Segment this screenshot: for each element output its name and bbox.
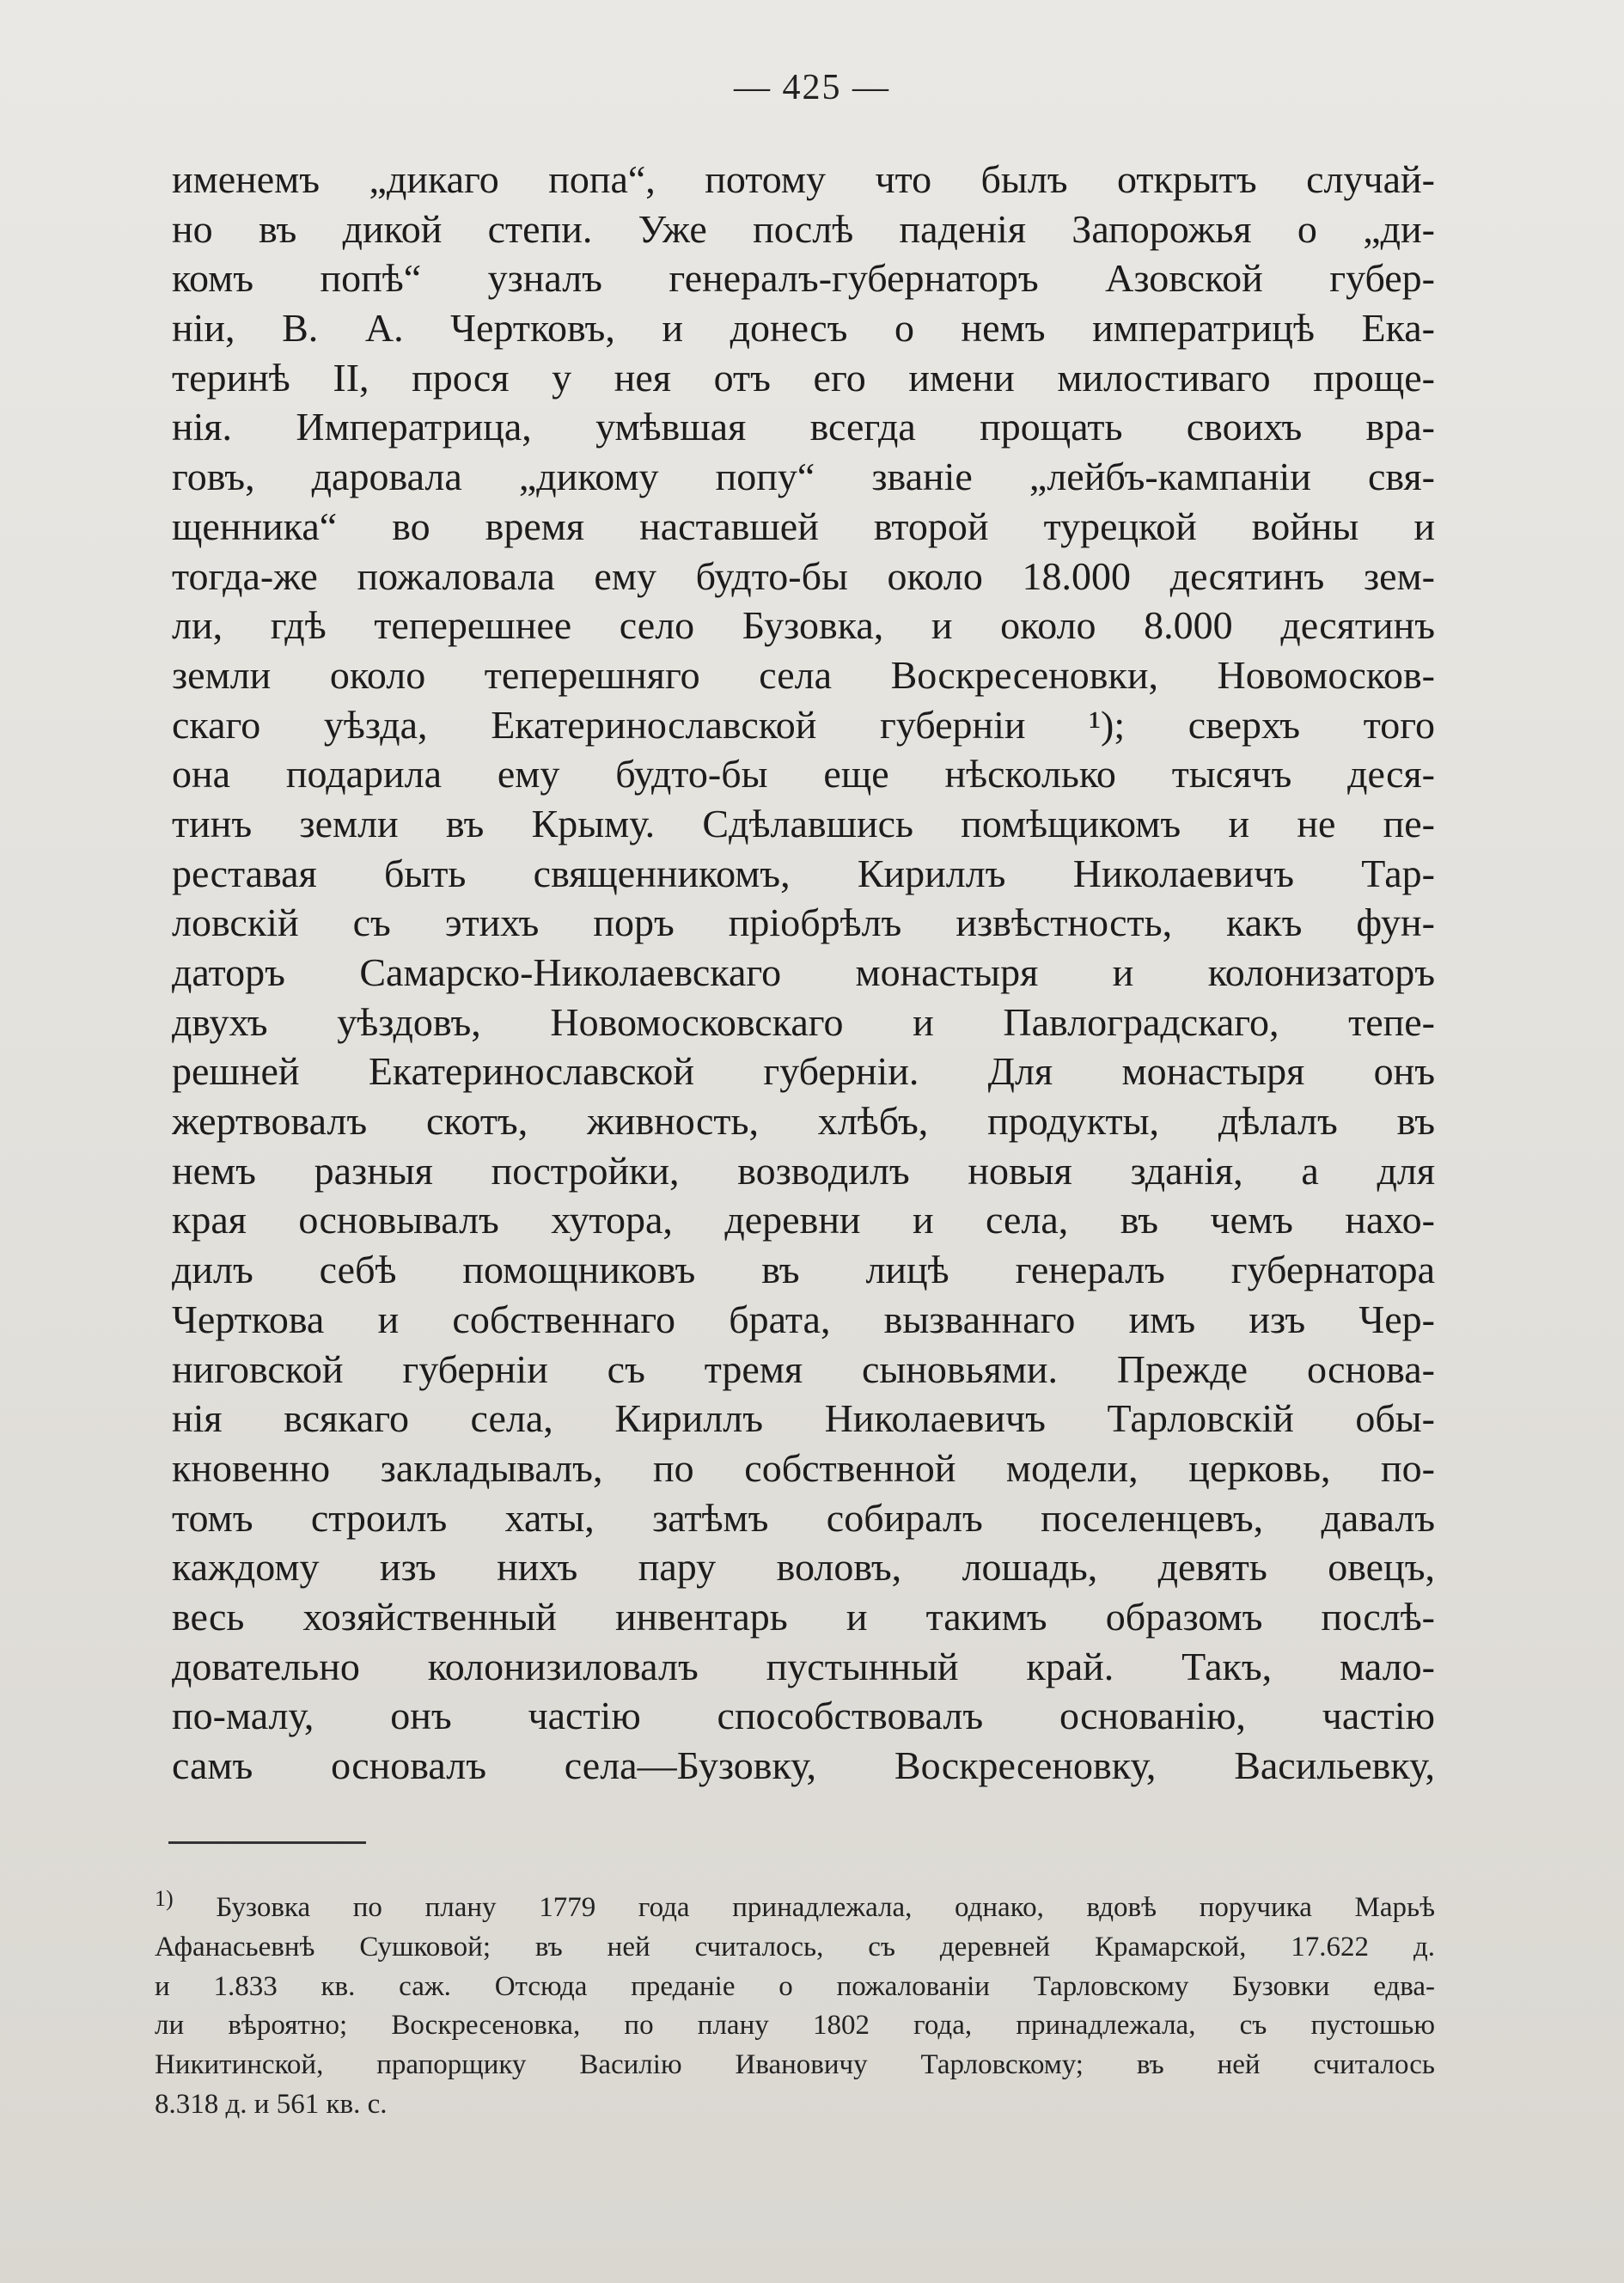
text-line: именемъ „дикаго попа“, потому что былъ открытъ случай- bbox=[172, 157, 1435, 201]
text-line: кновенно закладывалъ, по собственной модели, церковь, по- bbox=[172, 1445, 1435, 1490]
text-line: дилъ себѣ помощниковъ въ лицѣ генералъ губернатора bbox=[172, 1248, 1435, 1292]
footnote-line: ли вѣроятно; Воскресеновка, по плану 1802 года, принадлежала, съ пустошью bbox=[155, 2010, 1435, 2042]
text-line: реставая быть священникомъ, Кириллъ Николаевичъ Тар- bbox=[172, 851, 1435, 895]
footnote-divider bbox=[168, 1841, 366, 1844]
text-line: весь хозяйственный инвентарь и такимъ образомъ послѣ- bbox=[172, 1594, 1435, 1639]
text-line: края основывалъ хутора, деревни и села, въ чемъ нахо- bbox=[172, 1198, 1435, 1242]
text-line: каждому изъ нихъ пару воловъ, лошадь, девять овецъ, bbox=[172, 1545, 1435, 1590]
text-line: говъ, даровала „дикому попу“ званіе „лейбъ-кампаніи свя- bbox=[172, 455, 1435, 499]
text-line: она подарила ему будто-бы еще нѣсколько тысячъ деся- bbox=[172, 752, 1435, 797]
text-line: скаго уѣзда, Екатеринославской губерніи ¹); сверхъ того bbox=[172, 702, 1435, 747]
text-line: щенника“ во время наставшей второй турецкой войны и bbox=[172, 504, 1435, 548]
text-line: тинъ земли въ Крыму. Сдѣлавшись помѣщикомъ и не пе- bbox=[172, 801, 1435, 845]
text-line: нія. Императрица, умѣвшая всегда прощать своихъ вра- bbox=[172, 405, 1435, 449]
main-text bbox=[172, 155, 1435, 1791]
text-line: теринѣ II, прося у нея отъ его имени милостиваго проще- bbox=[172, 355, 1435, 400]
text-line: нія всякаго села, Кириллъ Николаевичъ Тарловскій обы- bbox=[172, 1396, 1435, 1441]
text-line: двухъ уѣздовъ, Новомосковскаго и Павлоградскаго, тепе- bbox=[172, 999, 1435, 1044]
text-line: ли, гдѣ теперешнее село Бузовка, и около 8.000 десятинъ bbox=[172, 603, 1435, 648]
footnote-line: 8.318 д. и 561 кв. с. bbox=[155, 2088, 388, 2120]
text-line: ніи, В. А. Чертковъ, и донесъ о немъ императрицѣ Ека- bbox=[172, 306, 1435, 351]
footnote-marker: 1) bbox=[155, 1889, 174, 1911]
text-line: комъ попѣ“ узналъ генералъ-губернаторъ Азовской губер- bbox=[172, 256, 1435, 301]
text-line: земли около теперешняго села Воскресеновки, Новомосков- bbox=[172, 652, 1435, 697]
text-line: Черткова и собственнаго брата, вызваннаго имъ изъ Чер- bbox=[172, 1297, 1435, 1341]
text-line: самъ основалъ села—Бузовку, Воскресеновку, Васильевку, bbox=[172, 1743, 1435, 1787]
footnote-text: Бузовка по плану 1779 года принадлежала, однако, вдовѣ поручика Марьѣ bbox=[216, 1892, 1435, 1923]
text-line: по-малу, онъ частію способствовалъ основанію, частію bbox=[172, 1694, 1435, 1738]
text-line: довательно колонизиловалъ пустынный край. Такъ, мало- bbox=[172, 1644, 1435, 1688]
text-line: томъ строилъ хаты, затѣмъ собиралъ поселенцевъ, давалъ bbox=[172, 1495, 1435, 1540]
footnote bbox=[155, 1889, 1435, 2125]
text-line: ловскій съ этихъ поръ пріобрѣлъ извѣстность, какъ фун- bbox=[172, 900, 1435, 945]
text-line: но въ дикой степи. Уже послѣ паденія Запорожья о „ди- bbox=[172, 206, 1435, 251]
page-number: — 425 — bbox=[734, 68, 890, 107]
text-line: ниговской губерніи съ тремя сыновьями. Прежде основа- bbox=[172, 1346, 1435, 1391]
text-line: жертвовалъ скотъ, живность, хлѣбъ, продукты, дѣлалъ въ bbox=[172, 1099, 1435, 1144]
footnote-line bbox=[155, 1889, 1435, 1928]
text-line: решней Екатеринославской губерніи. Для монастыря онъ bbox=[172, 1049, 1435, 1094]
footnote-line: Никитинской, прапорщику Василію Ивановичу Тарловскому; въ ней считалось bbox=[155, 2049, 1435, 2081]
footnote-line: и 1.833 кв. саж. Отсюда преданіе о пожалованіи Тарловскому Бузовки едва- bbox=[155, 1970, 1435, 2002]
text-line: немъ разныя постройки, возводилъ новыя зданія, а для bbox=[172, 1148, 1435, 1193]
footnote-line: Афанасьевнѣ Сушковой; въ ней считалось, съ деревней Крамарской, 17.622 д. bbox=[155, 1931, 1435, 1963]
text-line: тогда-же пожаловала ему будто-бы около 18.000 десятинъ зем- bbox=[172, 553, 1435, 598]
text-line: даторъ Самарско-Николаевскаго монастыря и колонизаторъ bbox=[172, 950, 1435, 994]
